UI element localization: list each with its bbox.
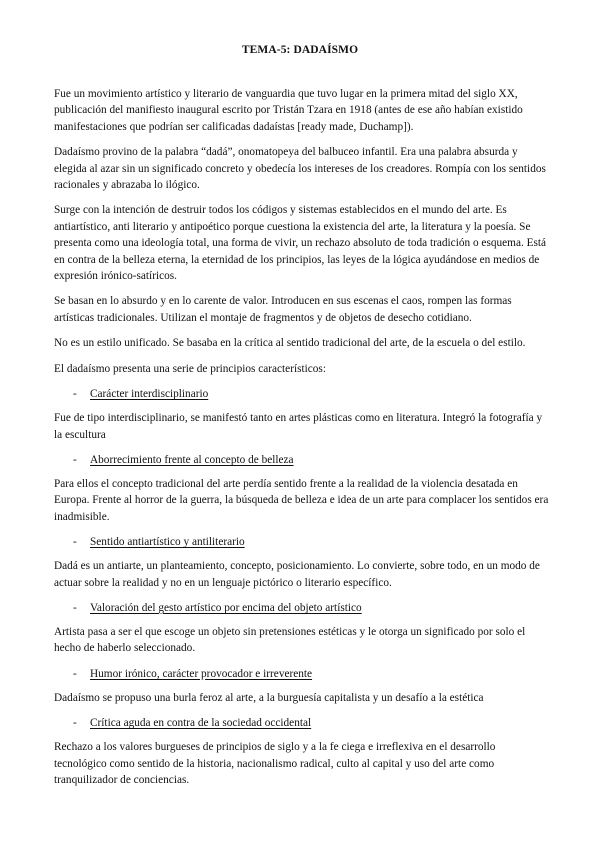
page-title: TEMA-5: DADAÍSMO xyxy=(241,44,359,56)
bullet-dash: - xyxy=(73,601,77,614)
principle-label: Humor irónico, carácter provocador e irreverente xyxy=(90,667,313,680)
bullet-dash: - xyxy=(73,536,77,549)
principle-heading xyxy=(54,452,550,468)
bullet-dash: - xyxy=(73,388,77,401)
principle-text: Para ellos el concepto tradicional del arte perdía sentido frente a la realidad de la violencia desatada en Europa. Frente al horror de la guerra, la búsqueda de belleza e idea de un arte para complacer los sentidos era inadmisible. xyxy=(54,477,549,523)
principle-heading xyxy=(54,386,550,402)
document-body xyxy=(54,86,550,797)
principle-text: Dadaísmo se propuso una burla feroz al arte, a la burguesía capitalista y un desafío a la estética xyxy=(54,691,484,704)
principle-text: Dadá es un antiarte, un planteamiento, concepto, posicionamiento. Lo convierte, sobre todo, en un modo de actuar sobre la realidad y no en un lenguaje pictórico o literario específico. xyxy=(54,560,540,589)
bullet-dash: - xyxy=(73,667,77,680)
principle-text: Artista pasa a ser el que escoge un objeto sin pretensiones estéticas y le otorga un significado por solo el hecho de haberlo seleccionado. xyxy=(54,625,526,655)
paragraph-origin-name: Dadaísmo provino de la palabra “dadá”, onomatopeya del balbuceo infantil. Era una palabra absurda y elegida al azar sin un significado concreto y obedecía los intereses de los creadores. Rompía con los sentidos racionales y abrazaba lo ilógico. xyxy=(54,146,546,192)
principle-label: Sentido antiartístico y antiliterario xyxy=(90,536,245,549)
principle-heading xyxy=(54,534,550,550)
paragraph-style: No es un estilo unificado. Se basaba en la crítica al sentido tradicional del arte, de la escuela o del estilo. xyxy=(54,337,526,350)
principle-heading xyxy=(54,715,550,731)
paragraph-principles-intro: El dadaísmo presenta una serie de principios característicos: xyxy=(54,362,326,375)
bullet-dash: - xyxy=(73,453,77,466)
principle-label: Valoración del gesto artístico por encima del objeto artístico xyxy=(90,601,362,614)
paragraph-intention: Surge con la intención de destruir todos los códigos y sistemas establecidos en el mundo del arte. Es antiartístico, anti literario y antipoético porque cuestiona la existencia del arte, la literatura y la poesía. Se presenta como una ideología total, una forma de vivir, un rechazo absoluto de toda tradición o esquema. Está en contra de la belleza eterna, la eternidad de los principios, las leyes de la lógica ayudándose en medios de expresión irónico-satíricos. xyxy=(54,204,547,283)
bullet-dash: - xyxy=(73,717,77,730)
paragraph-intro: Fue un movimiento artístico y literario de vanguardia que tuvo lugar en la primera mitad del siglo XX, publicación del manifiesto inaugural escrito por Tristán Tzara en 1918 (antes de ese año habían existido manifestaciones que podrían ser calificadas dadaístas [ready made, Duchamp]). xyxy=(54,88,523,133)
principle-text: Rechazo a los valores burgueses de principios de siglo y a la fe ciega e irreflexiva en el desarrollo tecnológico como sentido de la historia, nacionalismo radical, culto al capital y uso del arte como tranquilizador de conciencias. xyxy=(54,741,496,786)
principle-label: Crítica aguda en contra de la sociedad occidental xyxy=(90,717,312,730)
principle-heading xyxy=(54,600,550,616)
principle-label: Carácter interdisciplinario xyxy=(90,388,209,401)
principle-label: Aborrecimiento frente al concepto de belleza xyxy=(90,453,294,466)
principle-heading xyxy=(54,666,550,682)
principle-text: Fue de tipo interdisciplinario, se manifestó tanto en artes plásticas como en literatura. Integró la fotografía y la escultura xyxy=(54,412,543,441)
paragraph-absurd: Se basan en lo absurdo y en lo carente de valor. Introducen en sus escenas el caos, rompen las formas artísticas tradicionales. Utilizan el montaje de fragmentos y de objetos de desecho cotidiano. xyxy=(54,295,512,324)
